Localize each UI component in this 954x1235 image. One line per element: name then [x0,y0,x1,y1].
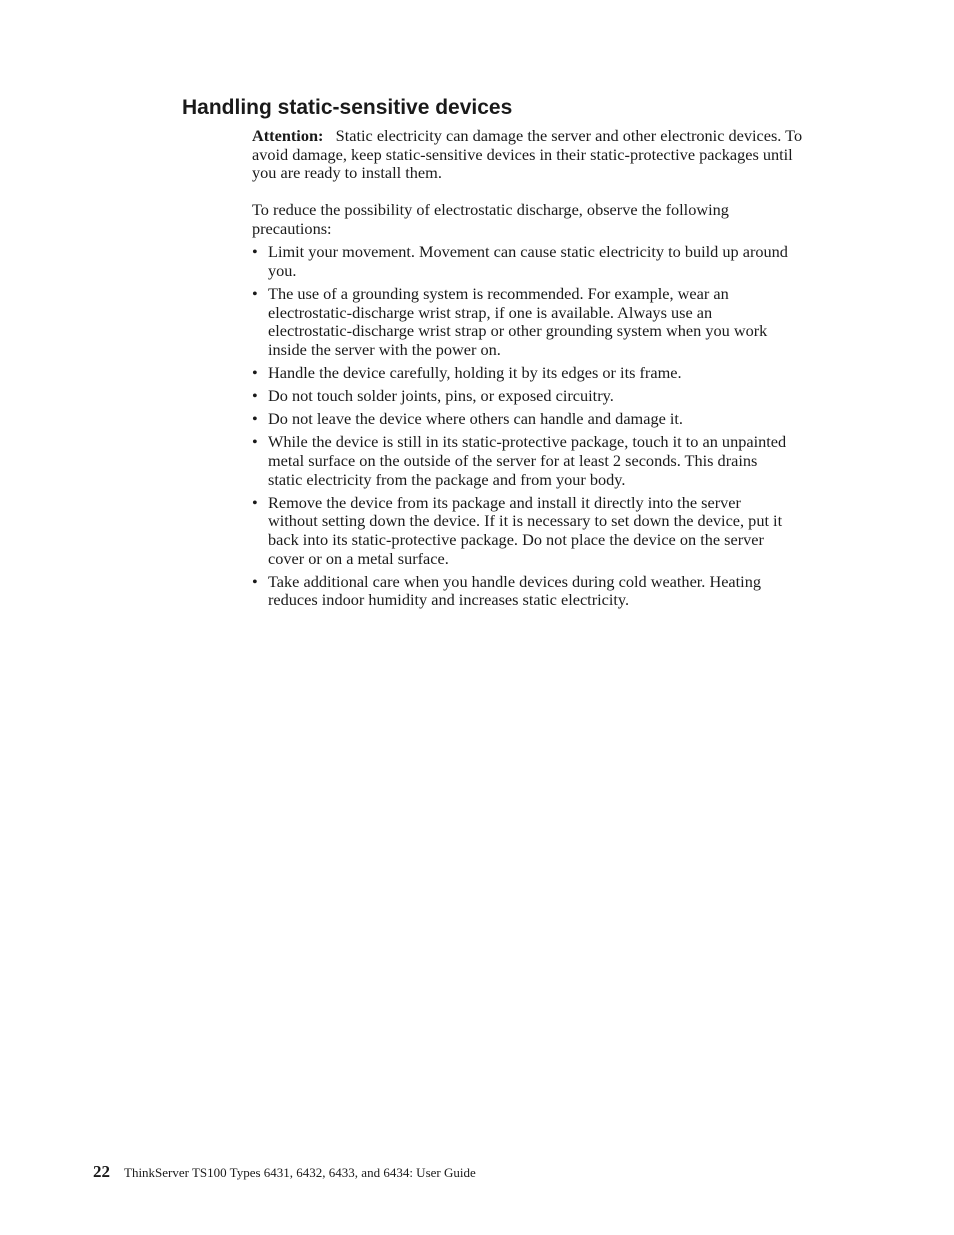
list-item-line: The use of a grounding system is recommended. For example, wear an [268,283,729,303]
list-item-line: cover or on a metal surface. [268,548,449,568]
attention-line-3: you are ready to install them. [252,163,442,183]
bullet-icon: • [252,386,258,406]
list-item-line: electrostatic-discharge wrist strap or other grounding system when you work [268,321,768,341]
bullet-icon: • [252,492,258,512]
list-item-line: Take additional care when you handle devices during cold weather. Heating [268,571,761,591]
list-item-line: Do not touch solder joints, pins, or exposed circuitry. [268,386,614,406]
attention-label: Attention: [252,126,324,145]
list-item-line: metal surface on the outside of the server for at least 2 seconds. This drains [268,451,758,471]
page-number: 22 [93,1162,110,1181]
list-item [252,387,852,406]
list-item-line: Limit your movement. Movement can cause static electricity to build up around [268,242,788,262]
list-item-line: Remove the device from its package and install it directly into the server [268,492,741,512]
bullet-icon: • [252,283,258,303]
footer-title: ThinkServer TS100 Types 6431, 6432, 6433, and 6434: User Guide [124,1165,476,1180]
list-item [252,364,852,383]
list-item [252,410,852,429]
list-item-line: without setting down the device. If it is necessary to set down the device, put it [268,511,783,531]
list-item-line: back into its static-protective package. Do not place the device on the server [268,530,764,550]
intro-line-2: precautions: [252,218,332,238]
attention-line-1 [252,127,852,146]
attention-line-2: avoid damage, keep static-sensitive devices in their static-protective packages until [252,144,793,164]
list-item [252,243,852,280]
list-item-line: Do not leave the device where others can handle and damage it. [268,409,683,429]
intro-line-1: To reduce the possibility of electrostatic discharge, observe the following [252,200,729,220]
list-item [252,433,852,489]
precautions-list [252,243,852,610]
list-item-line: inside the server with the power on. [268,339,501,359]
list-item [252,494,852,568]
list-item-line: While the device is still in its static-protective package, touch it to an unpainted [268,432,787,452]
list-item-line: reduces indoor humidity and increases static electricity. [268,590,630,610]
bullet-icon: • [252,242,258,262]
section-heading: Handling static-sensitive devices [182,96,513,119]
list-item-line: Handle the device carefully, holding it by its edges or its frame. [268,362,682,382]
bullet-icon: • [252,571,258,591]
intro-paragraph [252,201,852,238]
list-item [252,285,852,359]
page-footer [93,1162,476,1182]
attention-paragraph [252,127,852,183]
bullet-icon: • [252,432,258,452]
list-item-line: electrostatic-discharge wrist strap, if one is available. Always use an [268,302,713,322]
bullet-icon: • [252,362,258,382]
attention-text: Static electricity can damage the server and other electronic devices. To [335,126,803,145]
section-body [252,127,852,615]
list-item-line: static electricity from the package and from your body. [268,469,626,489]
list-item [252,573,852,610]
bullet-icon: • [252,409,258,429]
list-item-line: you. [268,260,297,280]
